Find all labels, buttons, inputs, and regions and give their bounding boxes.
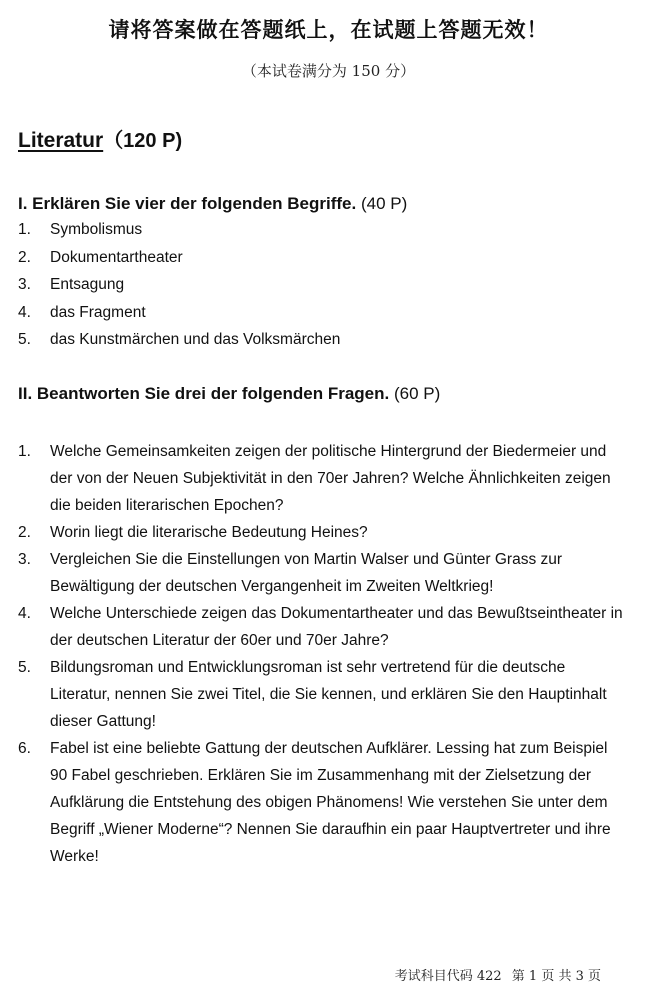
question-list	[18, 438, 628, 870]
section-points: （120 P)	[103, 130, 183, 152]
list-item-text: Entsagung	[50, 276, 125, 293]
list-item-number: 3.	[18, 276, 31, 293]
question-number: 3.	[18, 551, 31, 568]
part1-heading	[18, 194, 407, 214]
list-item	[18, 303, 340, 331]
question-item	[18, 438, 628, 519]
question-number: 1.	[18, 443, 31, 460]
part1-points: (40 P)	[360, 194, 408, 213]
question-number: 2.	[18, 524, 31, 541]
question-item	[18, 600, 628, 654]
exam-subject-code: 考试科目代码 422	[394, 969, 502, 984]
question-text: Welche Gemeinsamkeiten zeigen der politische Hintergrund der Biedermeier und der von der Neuen Subjektivität in den 70er Jahren? Welche Ähnlichkeiten zeigen die beiden literarischen Epochen?	[50, 443, 611, 514]
list-item-text: das Fragment	[50, 303, 146, 321]
question-text: Welche Unterschiede zeigen das Dokumentartheater und das Bewußtseintheater in der deutschen Literatur der 60er und 70er Jahre?	[50, 605, 623, 649]
list-item-number: 1.	[18, 221, 31, 238]
part1-heading-text: I. Erklären Sie vier der folgenden Begriffe.	[18, 194, 357, 213]
question-item	[18, 654, 628, 735]
question-text: Bildungsroman und Entwicklungsroman ist sehr vertretend für die deutsche Literatur, nennen Sie zwei Titel, die Sie kennen, und erklären Sie den Hauptinhalt dieser Gattung!	[50, 659, 607, 730]
list-item-number: 5.	[18, 331, 31, 348]
list-item	[18, 220, 340, 248]
page-number: 第 1 页 共 3 页	[511, 969, 601, 984]
list-item-number: 4.	[18, 303, 31, 321]
list-item-text: das Kunstmärchen und das Volksmärchen	[50, 331, 341, 348]
exam-instruction-title: 请将答案做在答题纸上，在试题上答题无效！	[108, 18, 549, 42]
section-title: Literatur	[18, 129, 104, 152]
part2-heading-text: II. Beantworten Sie drei der folgenden Fragen.	[18, 384, 390, 403]
question-item	[18, 546, 628, 600]
question-item	[18, 519, 628, 546]
question-number: 4.	[18, 605, 31, 622]
part2-points: (60 P)	[393, 384, 441, 403]
list-item	[18, 248, 340, 276]
part2-heading	[18, 384, 440, 404]
list-item	[18, 275, 340, 303]
list-item-number: 2.	[18, 248, 31, 266]
page-footer	[389, 965, 601, 984]
question-text: Fabel ist eine beliebte Gattung der deutschen Aufklärer. Lessing hat zum Beispiel 90 Fabel geschrieben. Erklären Sie im Zusammenhang mit der Zielsetzung der Aufklärung die Entstehung des obigen Phänomens! Wie verstehen Sie unter dem Begriff „Wiener Moderne“? Nennen Sie daraufhin ein paar Hauptvertreter und ihre Werke!	[50, 740, 611, 865]
question-item	[18, 735, 628, 870]
list-item-text: Symbolismus	[50, 221, 143, 238]
question-number: 5.	[18, 659, 31, 676]
question-text: Worin liegt die literarische Bedeutung Heines?	[50, 524, 368, 541]
exam-total-score: （本试卷满分为 150 分）	[241, 62, 416, 80]
question-text: Vergleichen Sie die Einstellungen von Martin Walser und Günter Grass zur Bewältigung der deutschen Vergangenheit im Zweiten Weltkrieg!	[50, 551, 563, 595]
term-list	[18, 220, 340, 358]
question-number: 6.	[18, 740, 31, 757]
list-item	[18, 330, 340, 358]
section-heading	[18, 124, 182, 153]
list-item-text: Dokumentartheater	[50, 248, 183, 266]
